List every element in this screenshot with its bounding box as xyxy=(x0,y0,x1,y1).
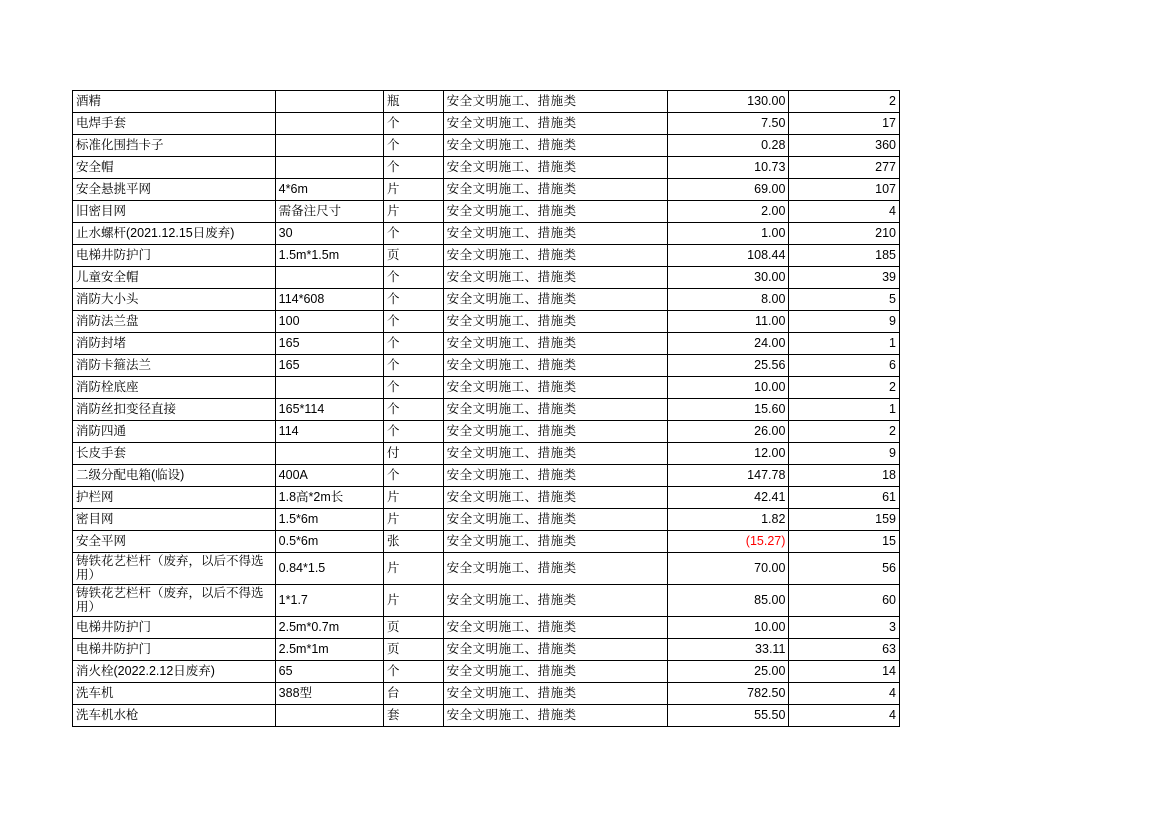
cell-name[interactable]: 安全悬挑平网 xyxy=(73,179,276,201)
cell-qty[interactable]: 159 xyxy=(789,509,900,531)
cell-unit[interactable]: 个 xyxy=(384,333,444,355)
cell-spec[interactable]: 需备注尺寸 xyxy=(275,201,383,223)
cell-cat[interactable]: 安全文明施工、措施类 xyxy=(443,179,667,201)
cell-cat[interactable]: 安全文明施工、措施类 xyxy=(443,113,667,135)
cell-qty[interactable]: 60 xyxy=(789,584,900,616)
cell-spec[interactable] xyxy=(275,267,383,289)
cell-qty[interactable]: 56 xyxy=(789,553,900,585)
table-row[interactable] xyxy=(73,509,900,531)
cell-cat[interactable]: 安全文明施工、措施类 xyxy=(443,584,667,616)
table-row[interactable] xyxy=(73,113,900,135)
cell-cat[interactable]: 安全文明施工、措施类 xyxy=(443,91,667,113)
cell-price[interactable]: 1.00 xyxy=(668,223,789,245)
cell-unit[interactable]: 个 xyxy=(384,377,444,399)
table-row[interactable] xyxy=(73,616,900,638)
cell-name[interactable]: 护栏网 xyxy=(73,487,276,509)
table-row[interactable] xyxy=(73,311,900,333)
table-row[interactable] xyxy=(73,157,900,179)
cell-price[interactable]: 70.00 xyxy=(668,553,789,585)
cell-qty[interactable]: 2 xyxy=(789,91,900,113)
table-row[interactable] xyxy=(73,399,900,421)
cell-spec[interactable]: 165 xyxy=(275,333,383,355)
cell-cat[interactable]: 安全文明施工、措施类 xyxy=(443,157,667,179)
table-row[interactable] xyxy=(73,223,900,245)
cell-qty[interactable]: 9 xyxy=(789,443,900,465)
cell-unit[interactable]: 台 xyxy=(384,682,444,704)
cell-name[interactable]: 止水螺杆(2021.12.15日废弃) xyxy=(73,223,276,245)
table-body xyxy=(73,91,900,727)
cell-spec[interactable]: 1.8高*2m长 xyxy=(275,487,383,509)
cell-name[interactable]: 安全平网 xyxy=(73,531,276,553)
cell-name[interactable]: 消防法兰盘 xyxy=(73,311,276,333)
table-row[interactable] xyxy=(73,487,900,509)
cell-qty[interactable]: 1 xyxy=(789,399,900,421)
cell-spec[interactable] xyxy=(275,91,383,113)
cell-unit[interactable]: 个 xyxy=(384,311,444,333)
cell-cat[interactable]: 安全文明施工、措施类 xyxy=(443,355,667,377)
cell-qty[interactable]: 6 xyxy=(789,355,900,377)
cell-name[interactable]: 酒精 xyxy=(73,91,276,113)
cell-price[interactable]: 24.00 xyxy=(668,333,789,355)
cell-qty[interactable]: 360 xyxy=(789,135,900,157)
cell-name[interactable]: 铸铁花艺栏杆（废弃，以后不得选用） xyxy=(73,584,276,616)
cell-unit[interactable]: 张 xyxy=(384,531,444,553)
cell-spec[interactable] xyxy=(275,704,383,726)
cell-name[interactable]: 密目网 xyxy=(73,509,276,531)
table-row[interactable] xyxy=(73,638,900,660)
cell-cat[interactable]: 安全文明施工、措施类 xyxy=(443,660,667,682)
cell-unit[interactable]: 个 xyxy=(384,157,444,179)
cell-qty[interactable]: 2 xyxy=(789,421,900,443)
cell-cat[interactable]: 安全文明施工、措施类 xyxy=(443,245,667,267)
cell-unit[interactable]: 个 xyxy=(384,289,444,311)
cell-spec[interactable]: 114*608 xyxy=(275,289,383,311)
cell-qty[interactable]: 63 xyxy=(789,638,900,660)
inventory-table xyxy=(72,90,900,727)
table-row[interactable] xyxy=(73,333,900,355)
cell-spec[interactable]: 2.5m*0.7m xyxy=(275,616,383,638)
cell-unit[interactable]: 个 xyxy=(384,223,444,245)
cell-name[interactable]: 二级分配电箱(临设) xyxy=(73,465,276,487)
cell-spec[interactable]: 1*1.7 xyxy=(275,584,383,616)
cell-unit[interactable]: 个 xyxy=(384,113,444,135)
cell-qty[interactable]: 39 xyxy=(789,267,900,289)
cell-cat[interactable]: 安全文明施工、措施类 xyxy=(443,487,667,509)
cell-cat[interactable]: 安全文明施工、措施类 xyxy=(443,267,667,289)
cell-spec[interactable]: 165 xyxy=(275,355,383,377)
cell-name[interactable]: 旧密目网 xyxy=(73,201,276,223)
cell-price[interactable]: 25.00 xyxy=(668,660,789,682)
cell-cat[interactable]: 安全文明施工、措施类 xyxy=(443,509,667,531)
cell-unit[interactable]: 片 xyxy=(384,487,444,509)
cell-name[interactable]: 消防大小头 xyxy=(73,289,276,311)
cell-qty[interactable]: 18 xyxy=(789,465,900,487)
cell-qty[interactable]: 9 xyxy=(789,311,900,333)
cell-spec[interactable]: 1.5*6m xyxy=(275,509,383,531)
cell-spec[interactable]: 2.5m*1m xyxy=(275,638,383,660)
cell-qty[interactable]: 3 xyxy=(789,616,900,638)
cell-name[interactable]: 长皮手套 xyxy=(73,443,276,465)
cell-price[interactable]: 130.00 xyxy=(668,91,789,113)
cell-qty[interactable]: 277 xyxy=(789,157,900,179)
cell-unit[interactable]: 片 xyxy=(384,553,444,585)
cell-qty[interactable]: 4 xyxy=(789,704,900,726)
cell-name[interactable]: 安全帽 xyxy=(73,157,276,179)
table-row[interactable] xyxy=(73,179,900,201)
cell-cat[interactable]: 安全文明施工、措施类 xyxy=(443,333,667,355)
cell-spec[interactable] xyxy=(275,377,383,399)
cell-name[interactable]: 消防栓底座 xyxy=(73,377,276,399)
cell-qty[interactable]: 4 xyxy=(789,201,900,223)
cell-price[interactable]: 25.56 xyxy=(668,355,789,377)
cell-unit[interactable]: 页 xyxy=(384,616,444,638)
cell-spec[interactable]: 30 xyxy=(275,223,383,245)
cell-name[interactable]: 电梯井防护门 xyxy=(73,638,276,660)
cell-cat[interactable]: 安全文明施工、措施类 xyxy=(443,616,667,638)
cell-qty[interactable]: 1 xyxy=(789,333,900,355)
cell-unit[interactable]: 付 xyxy=(384,443,444,465)
cell-spec[interactable]: 400A xyxy=(275,465,383,487)
cell-qty[interactable]: 210 xyxy=(789,223,900,245)
cell-name[interactable]: 消防丝扣变径直接 xyxy=(73,399,276,421)
cell-qty[interactable]: 14 xyxy=(789,660,900,682)
cell-cat[interactable]: 安全文明施工、措施类 xyxy=(443,377,667,399)
table-row[interactable] xyxy=(73,553,900,585)
cell-spec[interactable]: 0.5*6m xyxy=(275,531,383,553)
cell-unit[interactable]: 个 xyxy=(384,267,444,289)
cell-unit[interactable]: 瓶 xyxy=(384,91,444,113)
cell-qty[interactable]: 4 xyxy=(789,682,900,704)
table-row[interactable] xyxy=(73,443,900,465)
cell-unit[interactable]: 页 xyxy=(384,245,444,267)
cell-unit[interactable]: 片 xyxy=(384,179,444,201)
cell-price[interactable]: 30.00 xyxy=(668,267,789,289)
cell-spec[interactable]: 65 xyxy=(275,660,383,682)
cell-name[interactable]: 消防卡箍法兰 xyxy=(73,355,276,377)
cell-qty[interactable]: 2 xyxy=(789,377,900,399)
cell-spec[interactable]: 1.5m*1.5m xyxy=(275,245,383,267)
cell-price[interactable]: 10.73 xyxy=(668,157,789,179)
table-row[interactable] xyxy=(73,91,900,113)
cell-cat[interactable]: 安全文明施工、措施类 xyxy=(443,638,667,660)
cell-name[interactable]: 电焊手套 xyxy=(73,113,276,135)
cell-spec[interactable] xyxy=(275,157,383,179)
cell-price[interactable]: 147.78 xyxy=(668,465,789,487)
cell-spec[interactable]: 165*114 xyxy=(275,399,383,421)
cell-unit[interactable]: 片 xyxy=(384,509,444,531)
cell-spec[interactable]: 114 xyxy=(275,421,383,443)
cell-price[interactable]: 85.00 xyxy=(668,584,789,616)
cell-name[interactable]: 电梯井防护门 xyxy=(73,616,276,638)
table-row[interactable] xyxy=(73,289,900,311)
table-row[interactable] xyxy=(73,377,900,399)
table-row[interactable] xyxy=(73,704,900,726)
spreadsheet-area xyxy=(72,90,900,727)
table-row[interactable] xyxy=(73,201,900,223)
cell-price[interactable]: 1.82 xyxy=(668,509,789,531)
cell-unit[interactable]: 片 xyxy=(384,584,444,616)
table-row[interactable] xyxy=(73,465,900,487)
cell-spec[interactable]: 0.84*1.5 xyxy=(275,553,383,585)
table-row[interactable] xyxy=(73,355,900,377)
cell-cat[interactable]: 安全文明施工、措施类 xyxy=(443,682,667,704)
cell-spec[interactable] xyxy=(275,443,383,465)
cell-price[interactable]: 782.50 xyxy=(668,682,789,704)
cell-price[interactable]: 108.44 xyxy=(668,245,789,267)
cell-price[interactable]: 7.50 xyxy=(668,113,789,135)
cell-price[interactable]: 11.00 xyxy=(668,311,789,333)
cell-qty[interactable]: 15 xyxy=(789,531,900,553)
cell-name[interactable]: 电梯井防护门 xyxy=(73,245,276,267)
cell-price[interactable]: 10.00 xyxy=(668,616,789,638)
table-row[interactable] xyxy=(73,135,900,157)
cell-price[interactable]: 8.00 xyxy=(668,289,789,311)
cell-name[interactable]: 消防四通 xyxy=(73,421,276,443)
cell-name[interactable]: 铸铁花艺栏杆（废弃，以后不得选用） xyxy=(73,553,276,585)
cell-name[interactable]: 消火栓(2022.2.12日废弃) xyxy=(73,660,276,682)
cell-spec[interactable]: 4*6m xyxy=(275,179,383,201)
cell-qty[interactable]: 107 xyxy=(789,179,900,201)
cell-cat[interactable]: 安全文明施工、措施类 xyxy=(443,443,667,465)
cell-price[interactable]: 10.00 xyxy=(668,377,789,399)
cell-cat[interactable]: 安全文明施工、措施类 xyxy=(443,289,667,311)
cell-cat[interactable]: 安全文明施工、措施类 xyxy=(443,399,667,421)
cell-name[interactable]: 洗车机 xyxy=(73,682,276,704)
cell-unit[interactable]: 个 xyxy=(384,399,444,421)
table-row[interactable] xyxy=(73,245,900,267)
cell-unit[interactable]: 片 xyxy=(384,201,444,223)
cell-price[interactable]: 0.28 xyxy=(668,135,789,157)
cell-cat[interactable]: 安全文明施工、措施类 xyxy=(443,421,667,443)
cell-cat[interactable]: 安全文明施工、措施类 xyxy=(443,531,667,553)
cell-price[interactable]: 12.00 xyxy=(668,443,789,465)
cell-price[interactable]: 2.00 xyxy=(668,201,789,223)
cell-cat[interactable]: 安全文明施工、措施类 xyxy=(443,704,667,726)
cell-name[interactable]: 消防封堵 xyxy=(73,333,276,355)
cell-unit[interactable]: 个 xyxy=(384,465,444,487)
table-row[interactable] xyxy=(73,531,900,553)
cell-spec[interactable] xyxy=(275,135,383,157)
cell-price[interactable]: (15.27) xyxy=(668,531,789,553)
table-row[interactable] xyxy=(73,584,900,616)
cell-name[interactable]: 标准化围挡卡子 xyxy=(73,135,276,157)
table-row[interactable] xyxy=(73,660,900,682)
cell-unit[interactable]: 个 xyxy=(384,421,444,443)
cell-cat[interactable]: 安全文明施工、措施类 xyxy=(443,201,667,223)
cell-unit[interactable]: 套 xyxy=(384,704,444,726)
cell-cat[interactable]: 安全文明施工、措施类 xyxy=(443,223,667,245)
cell-cat[interactable]: 安全文明施工、措施类 xyxy=(443,553,667,585)
cell-unit[interactable]: 页 xyxy=(384,638,444,660)
table-row[interactable] xyxy=(73,682,900,704)
cell-price[interactable]: 69.00 xyxy=(668,179,789,201)
cell-cat[interactable]: 安全文明施工、措施类 xyxy=(443,465,667,487)
cell-qty[interactable]: 17 xyxy=(789,113,900,135)
cell-qty[interactable]: 5 xyxy=(789,289,900,311)
cell-price[interactable]: 42.41 xyxy=(668,487,789,509)
cell-price[interactable]: 33.11 xyxy=(668,638,789,660)
cell-qty[interactable]: 185 xyxy=(789,245,900,267)
cell-name[interactable]: 洗车机水枪 xyxy=(73,704,276,726)
cell-unit[interactable]: 个 xyxy=(384,355,444,377)
cell-price[interactable]: 26.00 xyxy=(668,421,789,443)
table-row[interactable] xyxy=(73,421,900,443)
cell-cat[interactable]: 安全文明施工、措施类 xyxy=(443,311,667,333)
cell-qty[interactable]: 61 xyxy=(789,487,900,509)
cell-spec[interactable]: 388型 xyxy=(275,682,383,704)
cell-cat[interactable]: 安全文明施工、措施类 xyxy=(443,135,667,157)
table-row[interactable] xyxy=(73,267,900,289)
cell-price[interactable]: 15.60 xyxy=(668,399,789,421)
cell-unit[interactable]: 个 xyxy=(384,135,444,157)
cell-spec[interactable]: 100 xyxy=(275,311,383,333)
cell-price[interactable]: 55.50 xyxy=(668,704,789,726)
cell-name[interactable]: 儿童安全帽 xyxy=(73,267,276,289)
cell-unit[interactable]: 个 xyxy=(384,660,444,682)
cell-spec[interactable] xyxy=(275,113,383,135)
